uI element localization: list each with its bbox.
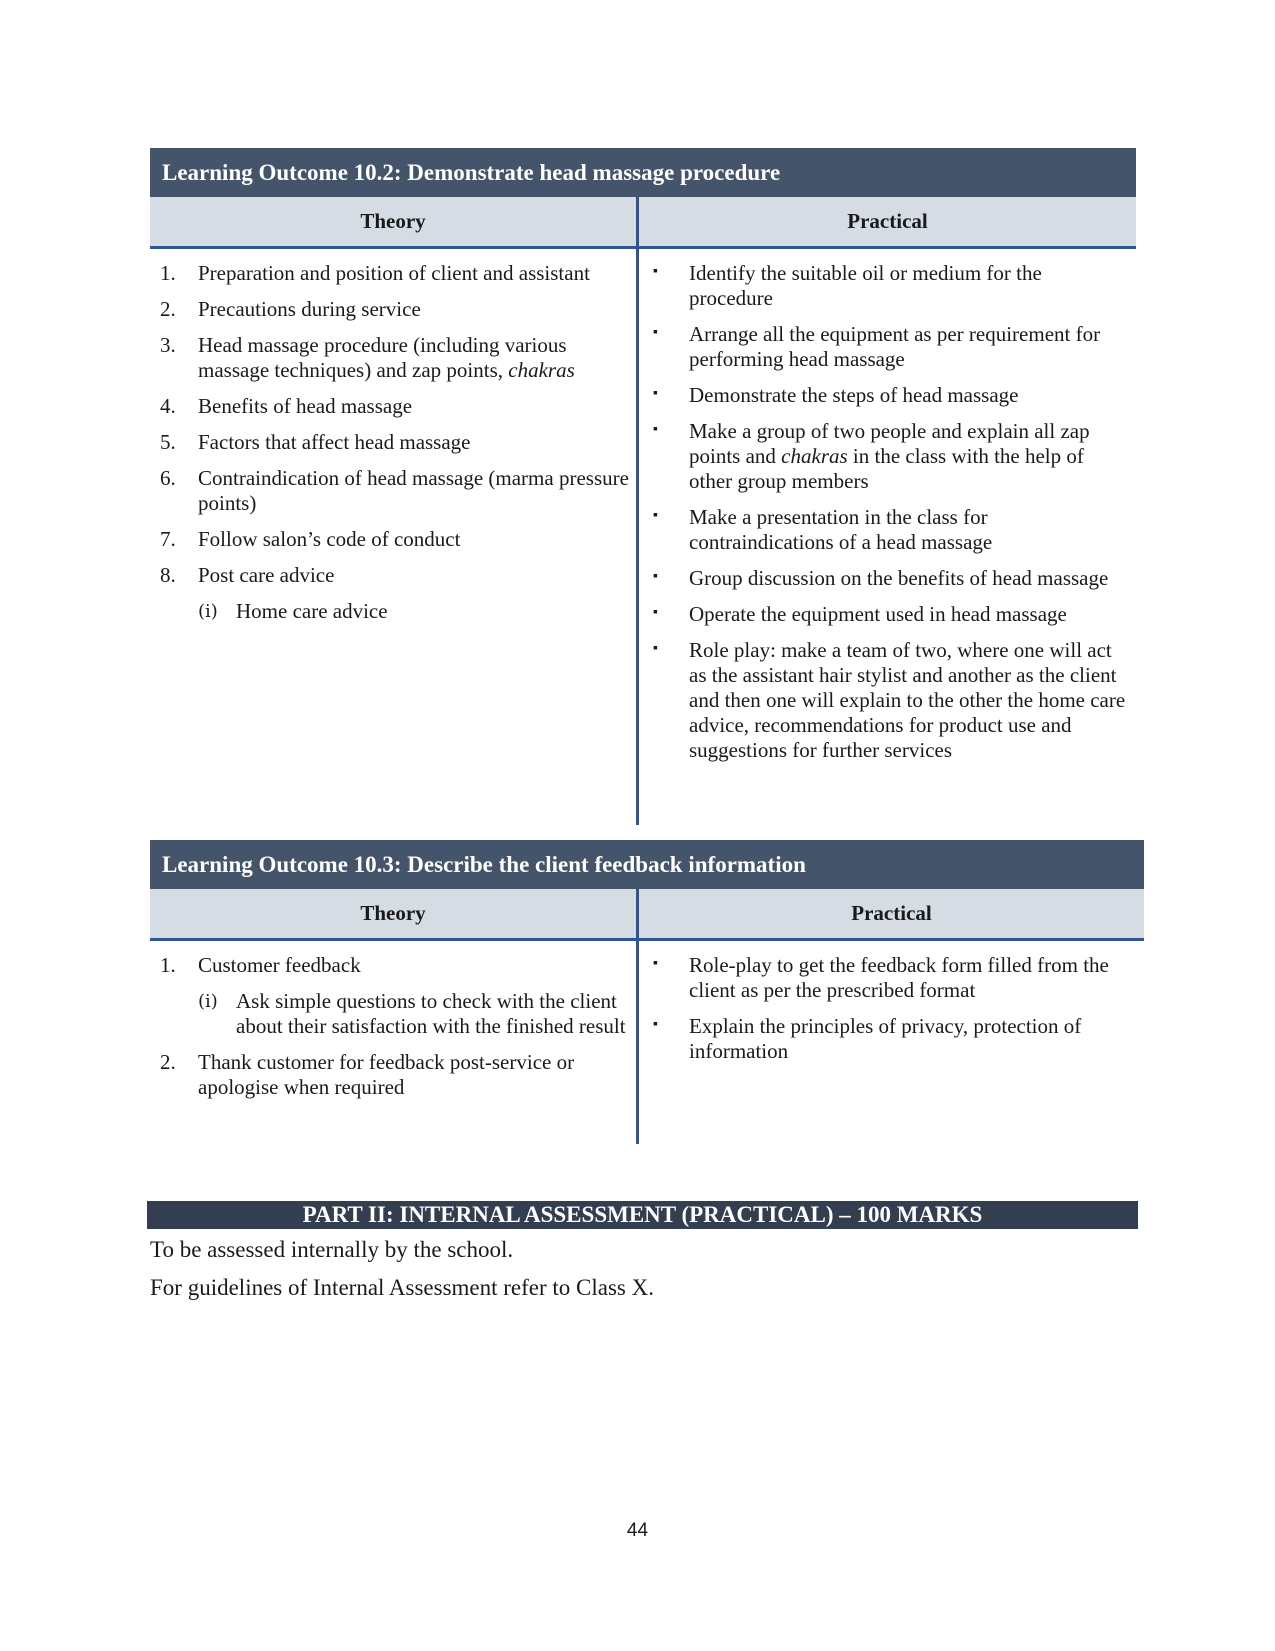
list-item: 3. Head massage procedure (including various massage techniques) and zap points, chakras (160, 333, 575, 382)
list-item: 4. Benefits of head massage (160, 394, 413, 418)
learning-outcome-10-2 (150, 148, 1136, 825)
column-headers (150, 197, 1136, 249)
bullet-icon: ▪ (653, 605, 658, 620)
list-item: ▪ Demonstrate the steps of head massage (653, 383, 1019, 407)
bullet-icon: ▪ (653, 956, 658, 971)
list-item: ▪ Identify the suitable oil or medium for the procedure (653, 261, 1042, 310)
bullet-icon: ▪ (653, 264, 658, 279)
theory-header: Theory (150, 197, 639, 246)
sub-list-item: (i) Ask simple questions to check with the client about their satisfaction with the finished result (198, 989, 626, 1038)
bullet-icon: ▪ (653, 641, 658, 656)
list-item: ▪ Explain the principles of privacy, protection of information (653, 1014, 1082, 1063)
list-item: 2. Precautions during service (160, 297, 421, 321)
list-item: 7. Follow salon’s code of conduct (160, 527, 461, 551)
bullet-icon: ▪ (653, 569, 658, 584)
theory-column (150, 249, 639, 825)
practical-column (639, 249, 1136, 825)
practical-column (639, 941, 1144, 1144)
bullet-icon: ▪ (653, 325, 658, 340)
part-ii-heading: PART II: INTERNAL ASSESSMENT (PRACTICAL) – 100 MARKS (147, 1201, 1138, 1229)
list-item: ▪ Make a group of two people and explain all zap points and chakras in the class with the help of other group members (653, 419, 1090, 493)
list-item: ▪ Make a presentation in the class for contraindications of a head massage (653, 505, 993, 554)
list-item: 5. Factors that affect head massage (160, 430, 471, 454)
list-item: ▪ Role-play to get the feedback form filled from the client as per the prescribed format (653, 953, 1109, 1002)
learning-outcome-10-3 (150, 840, 1144, 1144)
assessment-note: To be assessed internally by the school. (150, 1237, 514, 1262)
list-item: ▪ Operate the equipment used in head massage (653, 602, 1067, 626)
bullet-icon: ▪ (653, 386, 658, 401)
column-headers (150, 889, 1144, 941)
list-item: ▪ Role play: make a team of two, where one will act as the assistant hair stylist and another as the client and then one will explain to the other the home care advice, recommendations for product use and suggestions for further services (653, 638, 1126, 762)
theory-header: Theory (150, 889, 639, 938)
practical-header: Practical (847, 209, 928, 233)
bullet-icon: ▪ (653, 1017, 658, 1032)
bullet-icon: ▪ (653, 508, 658, 523)
learning-outcome-title: Learning Outcome 10.2: Demonstrate head massage procedure (150, 148, 1136, 197)
list-item: ▪ Arrange all the equipment as per requirement for performing head massage (653, 322, 1101, 371)
theory-column (150, 941, 639, 1144)
list-item: ▪ Group discussion on the benefits of head massage (653, 566, 1109, 590)
page-number: 44 (626, 1520, 649, 1541)
practical-header: Practical (851, 901, 932, 925)
list-item: 2. Thank customer for feedback post-service or apologise when required (160, 1050, 575, 1099)
list-item: 8. Post care advice (160, 563, 335, 587)
bullet-icon: ▪ (653, 422, 658, 437)
sub-list-item: (i) Home care advice (198, 599, 388, 623)
outcome-body (150, 249, 1136, 825)
guidelines-note: For guidelines of Internal Assessment refer to Class X. (150, 1275, 654, 1300)
list-item: 1. Customer feedback (160, 953, 361, 977)
list-item: 6. Contraindication of head massage (marma pressure points) (160, 466, 629, 515)
list-item: 1. Preparation and position of client and assistant (160, 261, 590, 285)
learning-outcome-title: Learning Outcome 10.3: Describe the client feedback information (150, 840, 1144, 889)
outcome-body (150, 941, 1144, 1144)
